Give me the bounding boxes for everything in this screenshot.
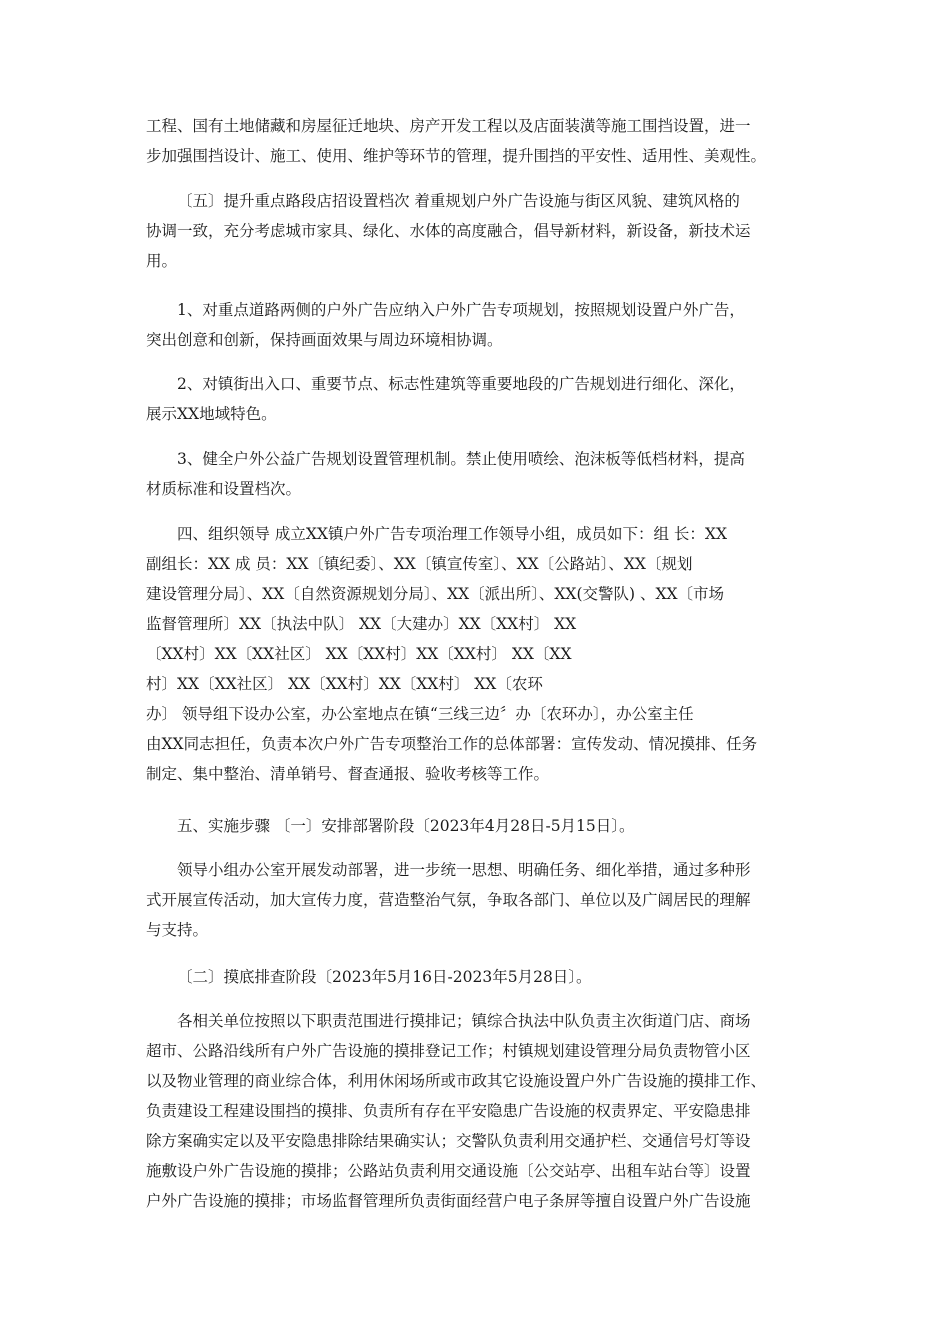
text-line: 户外广告设施的摸排；市场监督管理所负责街面经营户电子条屏等擅自设置户外广告设施	[146, 1192, 751, 1210]
text-line: 由XX同志担任，负责本次户外广告专项整治工作的总体部署：宣传发动、情况摸排、任务	[146, 735, 758, 753]
text-line: 1、对重点道路两侧的户外广告应纳入户外广告专项规划，按照规划设置户外广告，	[177, 301, 745, 319]
text-line: 副组长：XX 成 员：XX〔镇纪委〕、XX〔镇宣传室〕、XX〔公路站〕、XX〔规划	[146, 555, 693, 573]
text-line: 工程、国有土地储藏和房屋征迁地块、房产开发工程以及店面装潢等施工围挡设置，进一	[146, 117, 751, 135]
paragraph-hoarding-management	[146, 111, 806, 171]
text-line: 超市、公路沿线所有户外广告设施的摸排登记工作；村镇规划建设管理分局负责物管小区	[146, 1042, 751, 1060]
text-line: 协调一致，充分考虑城市家具、绿化、水体的高度融合，倡导新材料，新设备，新技术运	[146, 222, 751, 240]
paragraph-section-five-signage	[146, 186, 806, 276]
text-line: 3、健全户外公益广告规划设置管理机制。禁止使用喷绘、泡沫板等低档材料，提高	[177, 450, 745, 468]
text-line: 五、实施步骤 〔一〕安排部署阶段〔2023年4月28日-5月15日〕。	[177, 817, 635, 835]
text-line: 2、对镇街出入口、重要节点、标志性建筑等重要地段的广告规划进行细化、深化，	[177, 375, 745, 393]
text-line: 与支持。	[146, 921, 209, 939]
paragraph-section-four-leadership	[146, 519, 806, 789]
text-line: 以及物业管理的商业综合体，利用休闲场所或市政其它设施设置户外广告设施的摸排工作、	[146, 1072, 767, 1090]
paragraph-deployment	[146, 855, 806, 945]
text-line: 用。	[146, 252, 178, 270]
text-line: 负责建设工程建设围挡的摸排、负责所有存在平安隐患广告设施的权责界定、平安隐患排	[146, 1102, 751, 1120]
text-line: 〔二〕摸底排查阶段〔2023年5月16日-2023年5月28日〕。	[177, 968, 592, 986]
text-line: 施敷设户外广告设施的摸排；公路站负责利用交通设施〔公交站亭、出租车站台等〕设置	[146, 1162, 751, 1180]
paragraph-item-1	[146, 295, 806, 355]
text-line: 〔五〕提升重点路段店招设置档次 着重规划户外广告设施与街区风貌、建筑风格的	[177, 192, 740, 210]
text-line: 除方案确实定以及平安隐患排除结果确实认；交警队负责利用交通护栏、交通信号灯等设	[146, 1132, 751, 1150]
text-line: 〔XX村〕XX〔XX社区〕 XX〔XX村〕XX〔XX村〕 XX〔XX	[146, 645, 572, 663]
text-line: 办〕 领导组下设办公室，办公室地点在镇“三线三边〞办〔农环办〕，办公室主任	[146, 705, 694, 723]
paragraph-item-2	[146, 369, 806, 429]
text-line: 各相关单位按照以下职责范围进行摸排记；镇综合执法中队负责主次街道门店、商场	[177, 1012, 751, 1030]
text-line: 步加强围挡设计、施工、使用、维护等环节的管理，提升围挡的平安性、适用性、美观性。	[146, 147, 767, 165]
text-line: 制定、集中整治、清单销号、督查通报、验收考核等工作。	[146, 765, 550, 783]
text-line: 领导小组办公室开展发动部署，进一步统一思想、明确任务、细化举措，通过多种形	[177, 861, 751, 879]
paragraph-survey-responsibilities	[146, 1006, 806, 1216]
text-line: 材质标准和设置档次。	[146, 480, 302, 498]
text-line: 突出创意和创新，保持画面效果与周边环境相协调。	[146, 331, 503, 349]
paragraph-item-3	[146, 444, 806, 504]
text-line: 建设管理分局〕、XX〔自然资源规划分局〕、XX〔派出所〕、XX(交警队) 、XX〔市场	[146, 585, 725, 603]
text-line: 四、组织领导 成立XX镇户外广告专项治理工作领导小组，成员如下：组 长：XX	[177, 525, 727, 543]
text-line: 式开展宣传活动，加大宣传力度，营造整治气氛，争取各部门、单位以及广阔居民的理解	[146, 891, 751, 909]
paragraph-section-five-steps	[146, 811, 806, 841]
text-line: 展示XX地域特色。	[146, 405, 277, 423]
text-line: 监督管理所〕XX〔执法中队〕 XX〔大建办〕XX〔XX村〕 XX	[146, 615, 577, 633]
text-line: 村〕XX〔XX社区〕 XX〔XX村〕XX〔XX村〕 XX〔农环	[146, 675, 543, 693]
paragraph-survey-stage	[146, 962, 806, 992]
